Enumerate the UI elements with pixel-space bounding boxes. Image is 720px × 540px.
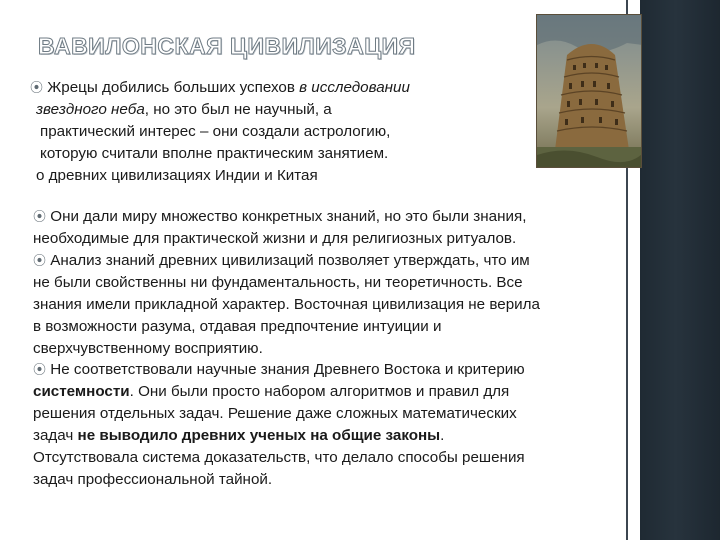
p3-line-1-text: Анализ знаний древних цивилизаций позволяет утверждать, что им <box>50 252 530 269</box>
p1-line-2-italic: звездного неба <box>36 101 145 118</box>
p3-line-4: в возможности разума, отдавая предпочтение интуиции и <box>33 318 442 335</box>
p3-line-3: знания имели прикладной характер. Восточная цивилизация не верила <box>33 296 540 313</box>
p1-line-2-text: , но это был не научный, а <box>144 101 332 118</box>
p4-line-2-text: . Они были просто набором алгоритмов и правил для <box>129 383 510 400</box>
p4-line-2 <box>33 381 509 403</box>
p1-line-5: о древних цивилизациях Индии и Китая <box>36 167 318 184</box>
p4-line-1 <box>33 359 525 381</box>
p4-line-4-bold: не выводило древних ученых на общие законы <box>77 427 441 444</box>
p2-line-1 <box>33 206 526 228</box>
p4-line-4-text: задач <box>33 427 78 444</box>
p3-line-2: не были свойственны ни фундаментальность, ни теоретичность. Все <box>33 274 523 291</box>
p1-line-1 <box>30 77 410 99</box>
tower-of-babel-image <box>536 14 642 168</box>
painting-graphic <box>537 15 642 168</box>
slide-title: ВАВИЛОНСКАЯ ЦИВИЛИЗАЦИЯ <box>38 33 416 59</box>
p4-line-2-bold: системности <box>33 383 130 400</box>
p3-line-5: сверхчувственному восприятию. <box>33 340 263 357</box>
p4-line-1-text: Не соответствовали научные знания Древнего Востока и критерию <box>50 361 525 378</box>
p1-line-4: которую считали вполне практическим занятием. <box>40 145 389 162</box>
p1-line-1-italic: в исследовании <box>294 79 410 96</box>
p4-line-4-end: . <box>440 427 445 444</box>
p4-line-3: решения отдельных задач. Решение даже сложных математических <box>33 405 517 422</box>
p1-line-2 <box>36 99 332 121</box>
p4-line-4 <box>33 425 444 447</box>
p1-line-3: практический интерес – они создали астрологию, <box>40 123 391 140</box>
p1-line-1-text: Жрецы добились больших успехов <box>47 79 295 96</box>
decorative-side-band <box>640 0 720 540</box>
p4-line-5: Отсутствовала система доказательств, что делало способы решения <box>33 449 525 466</box>
circled-bullet-icon: ⦿ <box>33 253 47 268</box>
p3-line-1 <box>33 250 530 272</box>
p2-line-2: необходимые для практической жизни и для религиозных ритуалов. <box>33 230 517 247</box>
p4-line-6: задач профессиональной тайной. <box>33 471 273 488</box>
p2-line-1-text: Они дали миру множество конкретных знаний, но это были знания, <box>50 208 527 225</box>
circled-bullet-icon: ⦿ <box>30 80 44 95</box>
circled-bullet-icon: ⦿ <box>33 209 47 224</box>
circled-bullet-icon: ⦿ <box>33 362 47 377</box>
